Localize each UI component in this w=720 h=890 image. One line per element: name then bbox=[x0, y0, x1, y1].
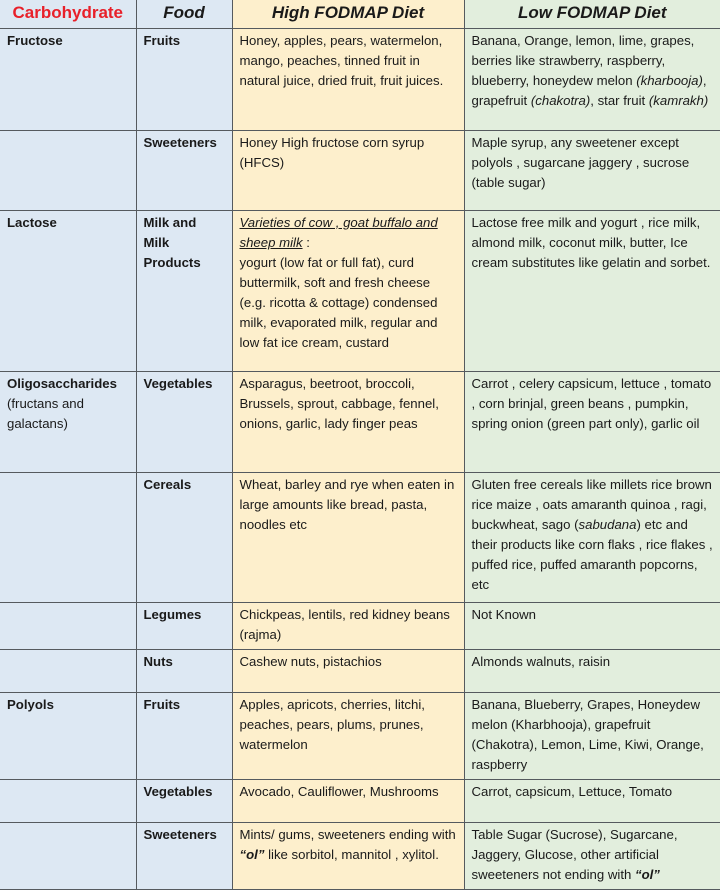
food-cell: Milk and Milk Products bbox=[136, 210, 232, 371]
low-text-italic: (chakotra) bbox=[530, 92, 591, 108]
table-row bbox=[0, 779, 720, 822]
table-row bbox=[0, 692, 720, 779]
high-text: Mints/ gums, sweeteners ending with bbox=[239, 826, 456, 842]
header-row bbox=[0, 0, 720, 28]
food-cell: Vegetables bbox=[136, 779, 232, 822]
table-row bbox=[0, 371, 720, 472]
high-text-emphasis: “ol” bbox=[239, 846, 265, 862]
high-text: like sorbitol, mannitol , xylitol. bbox=[264, 846, 439, 862]
carbohydrate-cell: Fructose bbox=[0, 28, 136, 130]
table-row bbox=[0, 602, 720, 649]
food-cell: Sweeteners bbox=[136, 130, 232, 210]
carbohydrate-cell bbox=[0, 371, 136, 472]
high-text: yogurt (low fat or full fat), curd buttermilk, soft and fresh cheese (e.g. ricotta & cottage) condensed milk, evaporated milk, regular and low fat ice cream, custard bbox=[239, 254, 438, 350]
table-row bbox=[0, 472, 720, 602]
low-fodmap-cell: Carrot , celery capsicum, lettuce , tomato , corn brinjal, green beans , pumpkin, spring onion (green part only), garlic oil bbox=[464, 371, 720, 472]
low-fodmap-cell: Carrot, capsicum, Lettuce, Tomato bbox=[464, 779, 720, 822]
low-text: , grapefruit bbox=[471, 72, 707, 108]
food-cell: Legumes bbox=[136, 602, 232, 649]
low-text: ) etc and their products like corn flaks , rice flakes , puffed rice, puffed amaranth popcorns, etc bbox=[471, 516, 713, 592]
high-intro-underlined: Varieties of cow , goat buffalo and sheep milk bbox=[239, 214, 438, 250]
low-text: Gluten free cereals like millets rice brown rice maize , oats amaranth quinoa , ragi, buckwheat, sago ( bbox=[471, 476, 712, 532]
low-fodmap-cell: Maple syrup, any sweetener except polyols , sugarcane jaggery , sucrose (table sugar) bbox=[464, 130, 720, 210]
high-fodmap-cell bbox=[232, 210, 464, 371]
low-fodmap-cell: Almonds walnuts, raisin bbox=[464, 649, 720, 692]
carbohydrate-cell bbox=[0, 779, 136, 822]
carbohydrate-cell bbox=[0, 602, 136, 649]
high-fodmap-cell: Cashew nuts, pistachios bbox=[232, 649, 464, 692]
low-fodmap-cell bbox=[464, 28, 720, 130]
low-text: Banana, Orange, lemon, lime, grapes, berries like strawberry, raspberry, blueberry, honeydew melon bbox=[471, 32, 695, 88]
high-fodmap-cell: Honey High fructose corn syrup (HFCS) bbox=[232, 130, 464, 210]
food-cell: Fruits bbox=[136, 692, 232, 779]
low-text: , star fruit bbox=[590, 92, 649, 108]
high-fodmap-cell: Wheat, barley and rye when eaten in large amounts like bread, pasta, noodles etc bbox=[232, 472, 464, 602]
carbohydrate-cell bbox=[0, 130, 136, 210]
low-text-italic: sabudana bbox=[578, 516, 637, 532]
high-fodmap-cell: Chickpeas, lentils, red kidney beans (rajma) bbox=[232, 602, 464, 649]
food-cell: Cereals bbox=[136, 472, 232, 602]
high-fodmap-cell: Asparagus, beetroot, broccoli, Brussels, sprout, cabbage, fennel, onions, garlic, lady finger peas bbox=[232, 371, 464, 472]
food-cell: Fruits bbox=[136, 28, 232, 130]
high-fodmap-cell: Honey, apples, pears, watermelon, mango, peaches, tinned fruit in natural juice, dried fruit, fruit juices. bbox=[232, 28, 464, 130]
carbohydrate-cell: Lactose bbox=[0, 210, 136, 371]
food-cell: Nuts bbox=[136, 649, 232, 692]
high-fodmap-cell: Avocado, Cauliflower, Mushrooms bbox=[232, 779, 464, 822]
carbohydrate-cell: Polyols bbox=[0, 692, 136, 779]
low-text-italic: (kamrakh) bbox=[648, 92, 709, 108]
table-row bbox=[0, 130, 720, 210]
table-row bbox=[0, 210, 720, 371]
food-cell: Sweeteners bbox=[136, 822, 232, 889]
low-fodmap-cell: Banana, Blueberry, Grapes, Honeydew melon (Kharbhooja), grapefruit (Chakotra), Lemon, Lime, Kiwi, Orange, raspberry bbox=[464, 692, 720, 779]
header-food: Food bbox=[136, 0, 232, 28]
low-text-emphasis: “ol” bbox=[634, 866, 660, 882]
low-text-italic: (kharbooja) bbox=[636, 72, 703, 88]
carbohydrate-cell bbox=[0, 472, 136, 602]
header-high-fodmap: High FODMAP Diet bbox=[232, 0, 464, 28]
low-text: Table Sugar (Sucrose), Sugarcane, Jaggery, Glucose, other artificial sweeteners not ending with bbox=[471, 826, 678, 882]
food-cell: Vegetables bbox=[136, 371, 232, 472]
carbohydrate-name: Oligosaccharides bbox=[7, 375, 117, 391]
high-colon: : bbox=[302, 234, 310, 250]
header-carbohydrate: Carbohydrate bbox=[0, 0, 136, 28]
high-fodmap-cell: Apples, apricots, cherries, litchi, peaches, pears, plums, prunes, watermelon bbox=[232, 692, 464, 779]
carbohydrate-subtitle: (fructans and galactans) bbox=[7, 395, 84, 431]
carbohydrate-cell bbox=[0, 649, 136, 692]
table-row bbox=[0, 649, 720, 692]
table-row bbox=[0, 28, 720, 130]
low-fodmap-cell: Not Known bbox=[464, 602, 720, 649]
header-low-fodmap: Low FODMAP Diet bbox=[464, 0, 720, 28]
low-fodmap-cell bbox=[464, 472, 720, 602]
low-fodmap-cell: Lactose free milk and yogurt , rice milk, almond milk, coconut milk, butter, Ice cream substitutes like gelatin and sorbet. bbox=[464, 210, 720, 371]
